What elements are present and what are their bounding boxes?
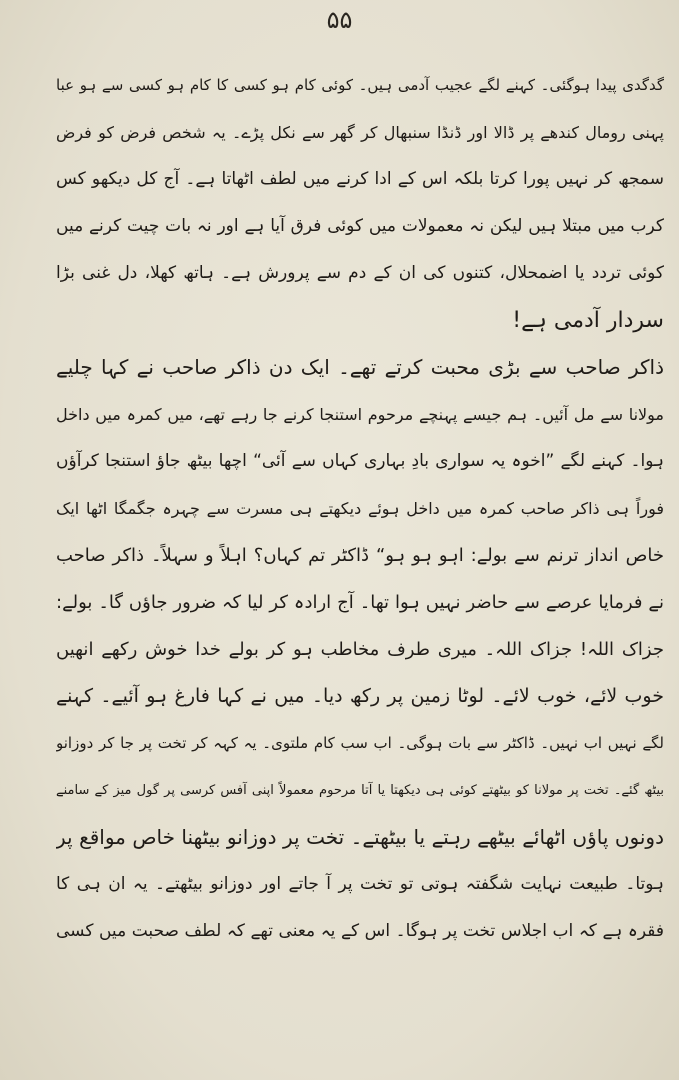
- text-line: خوب لائے، خوب لائے۔ لوٹا زمین پر رکھ دیا۔ میں نے کہا فارغ ہو آئیے۔ کہنے: [56, 685, 664, 707]
- text-line: فقرہ ہے کہ اب اجلاس تخت پر ہوگا۔ اس کے یہ معنی تھے کہ لطف صحبت میں کسی: [56, 921, 664, 941]
- text-line: بیٹھ گئے۔ تخت پر مولانا کو بیٹھتے کوئی ہی دیکھتا یا آتا مرحوم معمولاً اپنی آفس کرسی پر گول میز کے سامنے: [56, 783, 664, 798]
- paragraph-start-line: ذاکر صاحب سے بڑی محبت کرتے تھے۔ ایک دن ذاکر صاحب نے کہا چلیے: [56, 355, 664, 379]
- text-line: دونوں پاؤں اٹھائے بیٹھے رہتے یا بیٹھتے۔ تخت پر دوزانو بیٹھنا خاص مواقع پر: [56, 825, 664, 849]
- text-line: ہوا۔ کہنے لگے ”اخوہ یہ سواری بادِ بہاری کہاں سے آئی“ اچھا بیٹھ جاؤ استنجا کرآؤں: [56, 451, 664, 471]
- text-line: خاص انداز ترنم سے بولے: اہو ہو ہو“ ڈاکٹر تم کہاں؟ اہلاً و سہلاً۔ ذاکر صاحب: [56, 545, 664, 566]
- text-line: ہوتا۔ طبیعت نہایت شگفتہ ہوتی تو تخت پر آ جاتے اور دوزانو بیٹھتے۔ یہ ان ہی کا: [56, 874, 664, 894]
- text-line: لگے نہیں اب نہیں۔ ڈاکٹر سے بات ہوگی۔ اب سب کام ملتوی۔ یہ کہہ کر تخت پر جا کر دوزانو: [56, 734, 664, 752]
- text-line: کرب میں مبتلا ہیں لیکن نہ معمولات میں کوئی فرق آیا ہے اور نہ بات چیت کرنے میں: [56, 216, 664, 236]
- text-line: جزاک اللہ! جزاک اللہ۔ میری طرف مخاطب ہو کر بولے خدا خوش رکھے انھیں: [56, 639, 664, 660]
- body-text: [56, 62, 664, 955]
- paragraph-end-line: سردار آدمی ہے!: [512, 308, 664, 333]
- text-line: فوراً ہی ذاکر صاحب کمرہ میں داخل ہوئے دیکھتے ہی مسرت سے چہرہ جگمگا اٹھا ایک: [56, 499, 664, 518]
- text-line: گدگدی پیدا ہوگئی۔ کہنے لگے عجیب آدمی ہیں۔ کوئی کام ہو کسی کا کام ہو کسی سے ہو عبا: [56, 76, 664, 94]
- text-line: کوئی تردد یا اضمحلال، کتنوں کی ان کے دم سے پرورش ہے۔ ہاتھ کھلا، دل غنی بڑا: [56, 263, 664, 283]
- page-number: ۵۵: [326, 6, 353, 34]
- text-line: پہنی رومال کندھے پر ڈالا اور ڈنڈا سنبھال کر گھر سے نکل پڑے۔ یہ شخص فرض کو فرض: [56, 123, 664, 142]
- text-line: نے فرمایا عرصے سے حاضر نہیں ہوا تھا۔ آج ارادہ کر لیا کہ ضرور جاؤں گا۔ بولے:: [56, 592, 664, 613]
- text-line: مولانا سے مل آئیں۔ ہم جیسے پہنچے مرحوم استنجا کرنے جا رہے تھے، میں کمرہ میں داخل: [56, 405, 664, 424]
- text-line: سمجھ کر نہیں پورا کرتا بلکہ اس کے ادا کرنے میں لطف اٹھاتا ہے۔ آج کل دیکھو کس: [56, 169, 664, 189]
